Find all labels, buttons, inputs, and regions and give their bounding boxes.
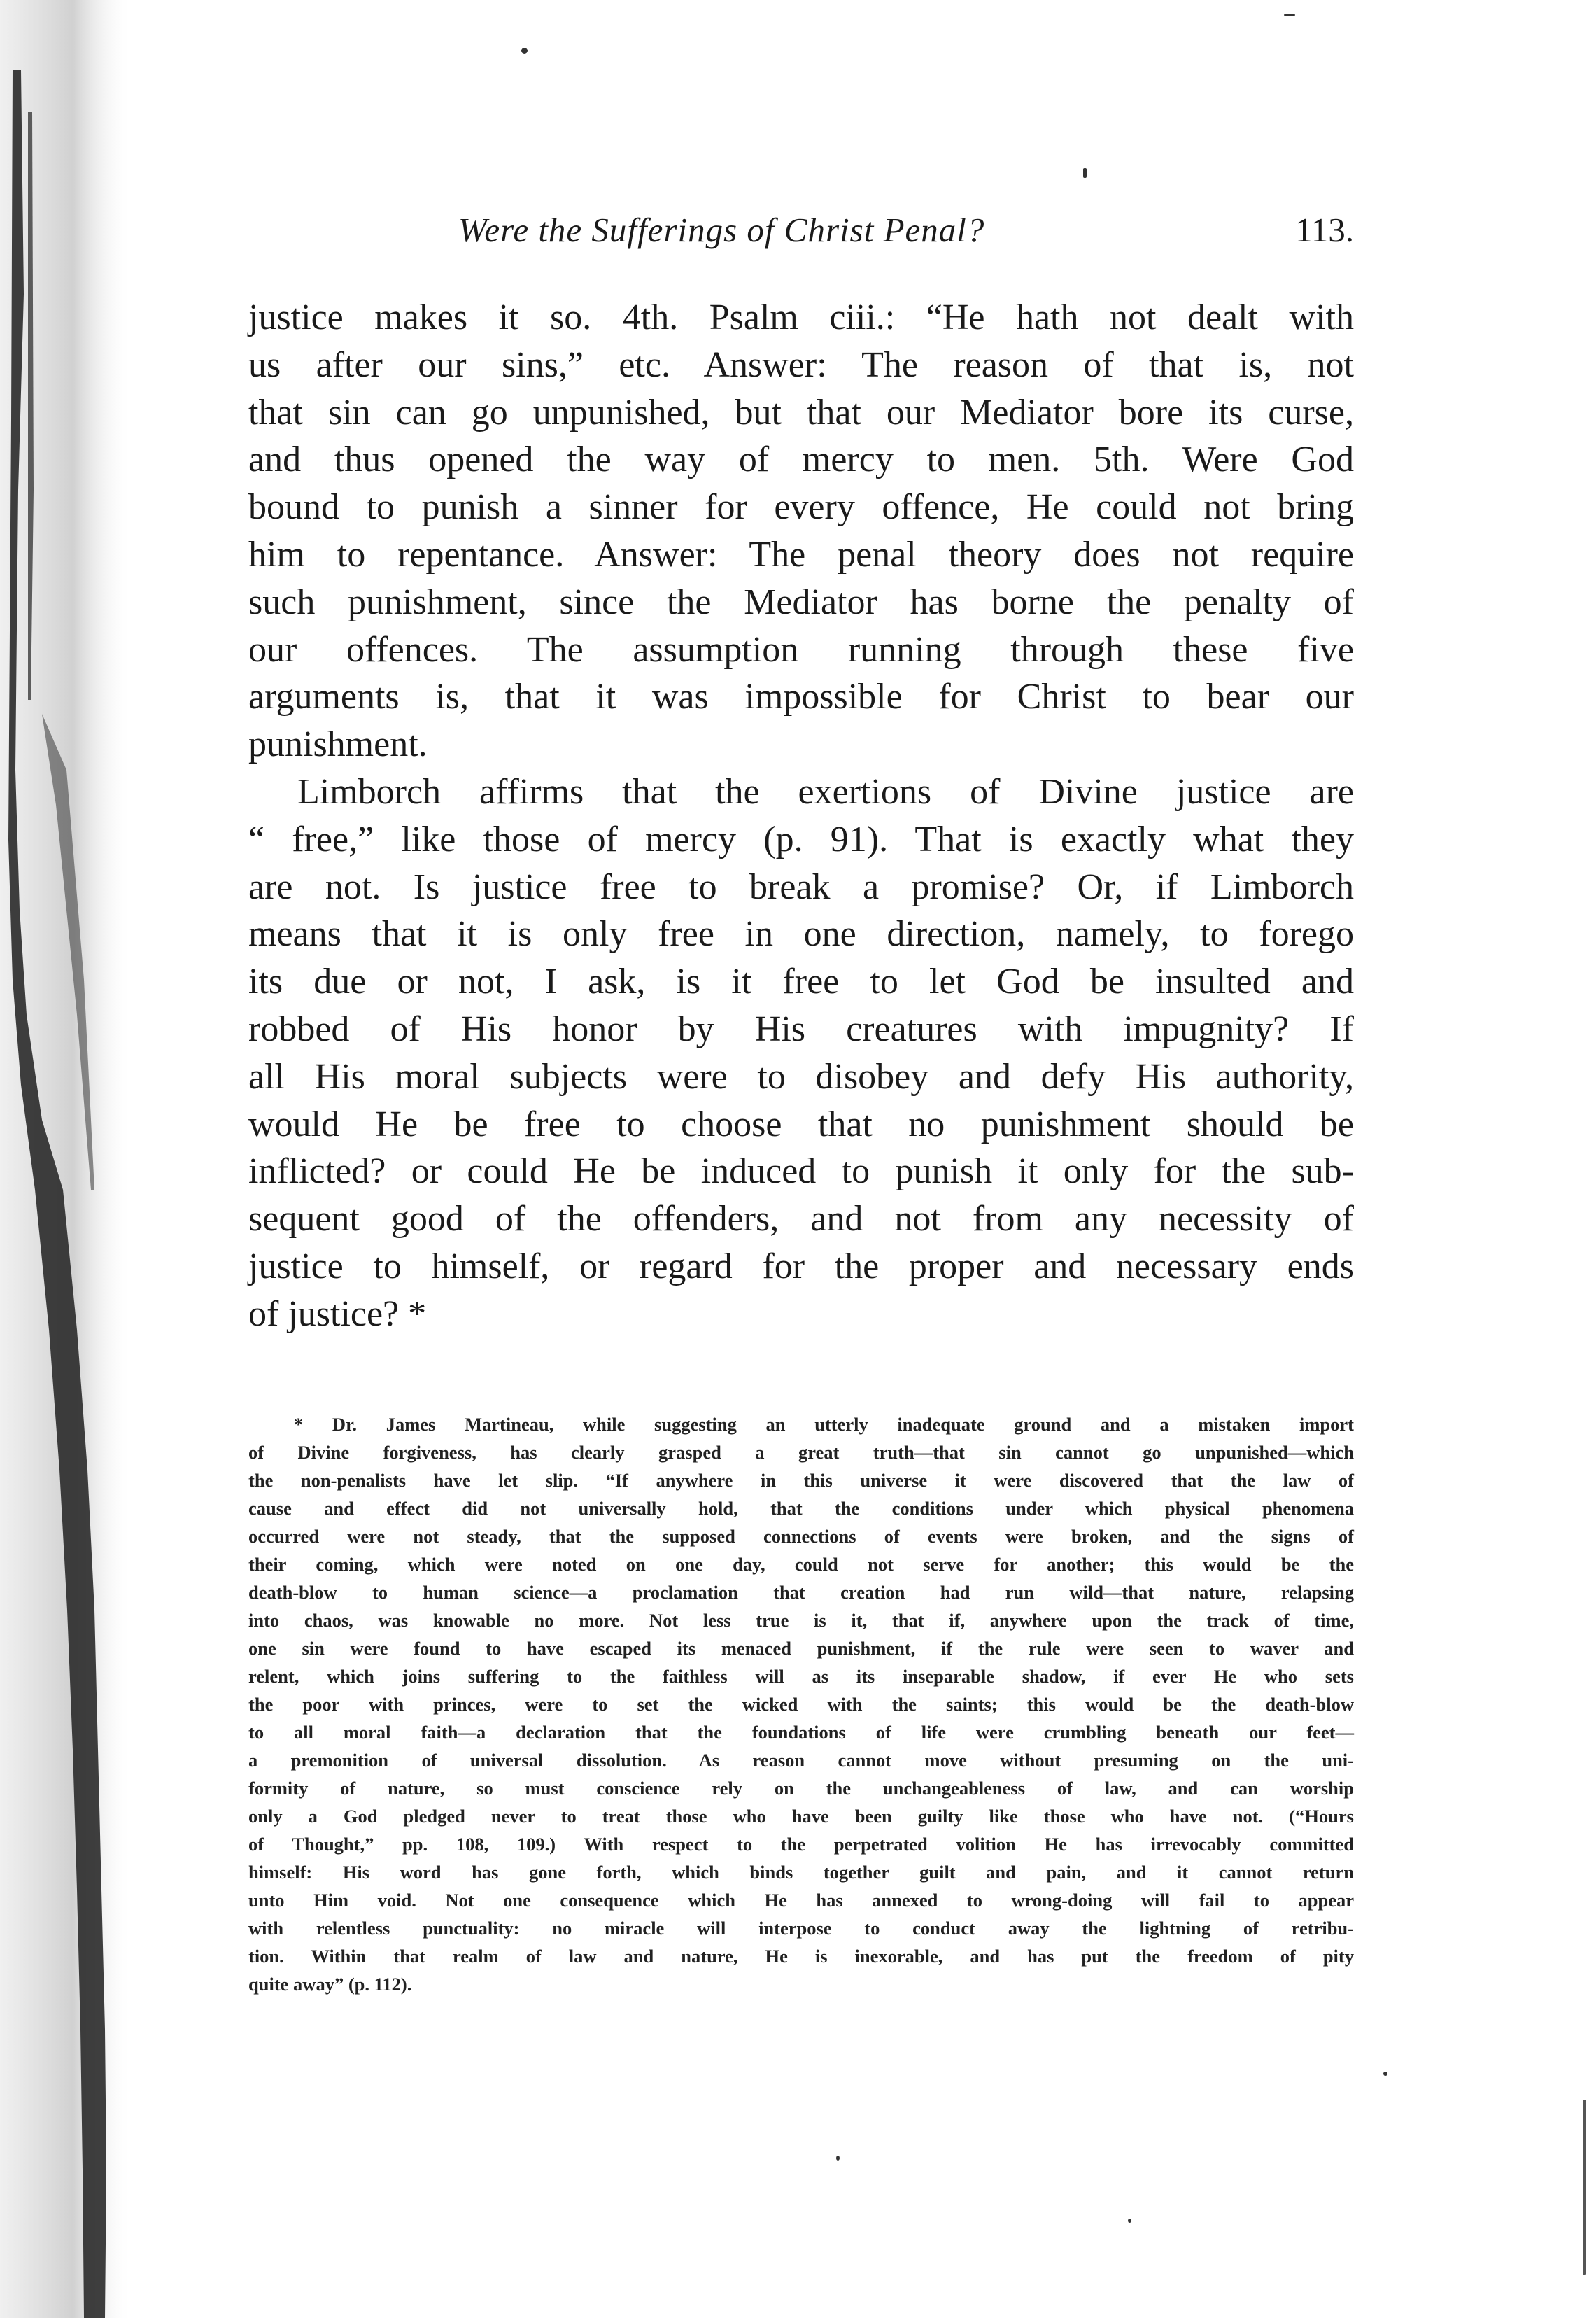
paper-speck <box>1128 2219 1131 2223</box>
footnote-line: into chaos, was knowable no more. Not less true is it, that if, anywhere upon the track of time, <box>248 1610 1354 1631</box>
footnote-line: of Divine forgiveness, has clearly grasped a great truth—that sin cannot go unpunished—which <box>248 1442 1354 1463</box>
body-line: and thus opened the way of mercy to men. 5th. Were God <box>248 440 1354 480</box>
footnote-line: their coming, which were noted on one day, could not serve for another; this would be the <box>248 1554 1354 1575</box>
body-line: justice to himself, or regard for the proper and necessary ends <box>248 1246 1354 1286</box>
paper-speck <box>1083 168 1087 178</box>
page-edge-line <box>1583 2100 1586 2275</box>
body-line: its due or not, I ask, is it free to let God be insulted and <box>248 962 1354 1002</box>
body-line: “ free,” like those of mercy (p. 91). That is exactly what they <box>248 819 1354 859</box>
body-line: Limborch affirms that the exertions of Divine justice are <box>297 771 1354 812</box>
footnote-line: with relentless punctuality: no miracle will interpose to conduct away the lightning of retribu- <box>248 1918 1354 1939</box>
body-line: are not. Is justice free to break a promise? Or, if Limborch <box>248 866 1354 907</box>
body-line: of justice? * <box>248 1293 427 1334</box>
footnote-line: * Dr. James Martineau, while suggesting an utterly inadequate ground and a mistaken import <box>294 1414 1354 1435</box>
footnote-line: a premonition of universal dissolution. As reason cannot move without presuming on the uni- <box>248 1750 1354 1771</box>
page-number: 113. <box>1295 211 1354 249</box>
footnote-line: of Thought,” pp. 108, 109.) With respect to the perpetrated volition He has irrevocably committed <box>248 1834 1354 1855</box>
footnote-line: himself: His word has gone forth, which binds together guilt and pain, and it cannot return <box>248 1862 1354 1883</box>
body-line: punishment. <box>248 724 428 765</box>
body-line: all His moral subjects were to disobey and defy His authority, <box>248 1056 1354 1097</box>
footnote-line: one sin were found to have escaped its menaced punishment, if the rule were seen to waver and <box>248 1638 1354 1659</box>
footnote-line: cause and effect did not universally hold, that the conditions under which physical phenomena <box>248 1498 1354 1519</box>
paper-speck <box>521 48 528 54</box>
footnote-line: occurred were not steady, that the supposed connections of events were broken, and the signs of <box>248 1526 1354 1547</box>
body-line: inflicted? or could He be induced to punish it only for the sub- <box>248 1151 1354 1192</box>
paper-speck <box>1383 2072 1387 2076</box>
running-head <box>248 210 1354 266</box>
body-text <box>248 294 1354 1338</box>
body-line: our offences. The assumption running through these five <box>248 629 1354 670</box>
footnote <box>248 1410 1354 1998</box>
body-line: bound to punish a sinner for every offence, He could not bring <box>248 487 1354 528</box>
body-line: robbed of His honor by His creatures with impugnity? If <box>248 1009 1354 1049</box>
body-line: justice makes it so. 4th. Psalm ciii.: “He hath not dealt with <box>248 297 1354 337</box>
body-line: us after our sins,” etc. Answer: The reason of that is, not <box>248 344 1354 385</box>
body-line: means that it is only free in one direction, namely, to forego <box>248 914 1354 955</box>
footnote-line: death-blow to human science—a proclamation that creation had run wild—that nature, relapsing <box>248 1582 1354 1603</box>
body-line: would He be free to choose that no punishment should be <box>248 1104 1354 1144</box>
running-title: Were the Sufferings of Christ Penal? <box>458 211 985 249</box>
body-line: arguments is, that it was impossible for Christ to bear our <box>248 677 1354 717</box>
book-page <box>248 210 1354 1995</box>
footnote-line: tion. Within that realm of law and nature, He is inexorable, and has put the freedom of pity <box>248 1946 1354 1967</box>
body-line: such punishment, since the Mediator has borne the penalty of <box>248 582 1354 622</box>
body-line: sequent good of the offenders, and not from any necessity of <box>248 1199 1354 1239</box>
body-line: him to repentance. Answer: The penal theory does not require <box>248 534 1354 575</box>
footnote-line: quite away” (p. 112). <box>248 1974 412 1995</box>
paper-speck <box>836 2156 840 2161</box>
footnote-line: to all moral faith—a declaration that the foundations of life were crumbling beneath our feet— <box>248 1722 1354 1743</box>
footnote-line: relent, which joins suffering to the faithless will as its inseparable shadow, if ever He who sets <box>248 1666 1354 1687</box>
book-spine-shadow <box>0 0 133 2318</box>
body-line: that sin can go unpunished, but that our Mediator bore its curse, <box>248 392 1354 433</box>
footnote-line: unto Him void. Not one consequence which He has annexed to wrong-doing will fail to appear <box>248 1890 1354 1911</box>
footnote-line: the poor with princes, were to set the wicked with the saints; this would be the death-blow <box>248 1694 1354 1715</box>
footnote-line: only a God pledged never to treat those who have been guilty like those who have not. (“Hours <box>248 1806 1354 1827</box>
paper-speck <box>1284 14 1295 16</box>
footnote-line: formity of nature, so must conscience rely on the unchangeableness of law, and can worship <box>248 1778 1354 1799</box>
footnote-line: the non-penalists have let slip. “If anywhere in this universe it were discovered that the law of <box>248 1470 1354 1491</box>
